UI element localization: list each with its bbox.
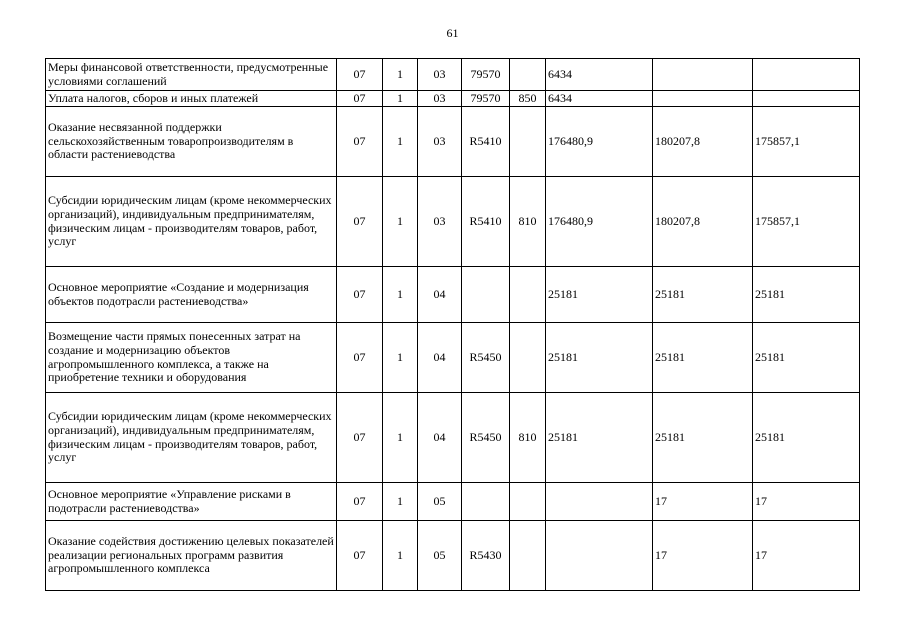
direction-code: R5430 <box>462 521 510 591</box>
expense-type-code <box>510 483 546 521</box>
direction-code <box>462 483 510 521</box>
table-row <box>46 91 860 107</box>
program-code: 1 <box>383 483 418 521</box>
subprogram-code: 03 <box>418 59 462 91</box>
amount-year-3: 25181 <box>753 267 860 323</box>
amount-year-2 <box>653 59 753 91</box>
amount-year-1 <box>546 521 653 591</box>
amount-year-1: 6434 <box>546 91 653 107</box>
table-row <box>46 393 860 483</box>
amount-year-2: 17 <box>653 521 753 591</box>
budget-table <box>45 58 860 591</box>
subprogram-code: 05 <box>418 483 462 521</box>
amount-year-1: 176480,9 <box>546 177 653 267</box>
row-name: Основное мероприятие «Управление рисками в подотрасли растениеводства» <box>46 483 337 521</box>
amount-year-3: 17 <box>753 483 860 521</box>
subprogram-code: 03 <box>418 107 462 177</box>
row-name: Меры финансовой ответственности, предусмотренные условиями соглашений <box>46 59 337 91</box>
program-code: 1 <box>383 91 418 107</box>
subprogram-code: 03 <box>418 177 462 267</box>
row-name: Основное мероприятие «Создание и модернизация объектов подотрасли растениеводства» <box>46 267 337 323</box>
amount-year-1: 176480,9 <box>546 107 653 177</box>
row-name: Оказание содействия достижению целевых показателей реализации региональных программ развития агропромышленного комплекса <box>46 521 337 591</box>
amount-year-3 <box>753 59 860 91</box>
subprogram-code: 04 <box>418 393 462 483</box>
section-code: 07 <box>337 483 383 521</box>
row-name: Возмещение части прямых понесенных затрат на создание и модернизацию объектов агропромышленного комплекса, а также на приобретение техники и оборудования <box>46 323 337 393</box>
table-row <box>46 323 860 393</box>
direction-code: 79570 <box>462 59 510 91</box>
table-row <box>46 483 860 521</box>
amount-year-3: 25181 <box>753 323 860 393</box>
amount-year-2 <box>653 91 753 107</box>
expense-type-code: 850 <box>510 91 546 107</box>
amount-year-2: 25181 <box>653 393 753 483</box>
table-row <box>46 177 860 267</box>
table-row <box>46 59 860 91</box>
program-code: 1 <box>383 393 418 483</box>
program-code: 1 <box>383 177 418 267</box>
program-code: 1 <box>383 107 418 177</box>
table-row <box>46 267 860 323</box>
section-code: 07 <box>337 393 383 483</box>
row-name: Уплата налогов, сборов и иных платежей <box>46 91 337 107</box>
direction-code: R5450 <box>462 323 510 393</box>
expense-type-code: 810 <box>510 393 546 483</box>
amount-year-3: 175857,1 <box>753 177 860 267</box>
amount-year-2: 180207,8 <box>653 107 753 177</box>
subprogram-code: 05 <box>418 521 462 591</box>
row-name: Субсидии юридическим лицам (кроме некоммерческих организаций), индивидуальным предпринимателям, физическим лицам - производителям товаров, работ, услуг <box>46 177 337 267</box>
expense-type-code <box>510 59 546 91</box>
subprogram-code: 03 <box>418 91 462 107</box>
amount-year-2: 17 <box>653 483 753 521</box>
amount-year-3: 17 <box>753 521 860 591</box>
table-row <box>46 521 860 591</box>
amount-year-1 <box>546 483 653 521</box>
program-code: 1 <box>383 323 418 393</box>
section-code: 07 <box>337 91 383 107</box>
expense-type-code: 810 <box>510 177 546 267</box>
amount-year-3 <box>753 91 860 107</box>
section-code: 07 <box>337 59 383 91</box>
expense-type-code <box>510 323 546 393</box>
direction-code: R5410 <box>462 107 510 177</box>
section-code: 07 <box>337 521 383 591</box>
direction-code: R5450 <box>462 393 510 483</box>
direction-code: 79570 <box>462 91 510 107</box>
section-code: 07 <box>337 323 383 393</box>
program-code: 1 <box>383 521 418 591</box>
program-code: 1 <box>383 267 418 323</box>
expense-type-code <box>510 521 546 591</box>
amount-year-1: 25181 <box>546 323 653 393</box>
row-name: Оказание несвязанной поддержки сельскохозяйственным товаропроизводителям в области растениеводства <box>46 107 337 177</box>
amount-year-1: 25181 <box>546 267 653 323</box>
section-code: 07 <box>337 267 383 323</box>
amount-year-1: 25181 <box>546 393 653 483</box>
amount-year-3: 175857,1 <box>753 107 860 177</box>
subprogram-code: 04 <box>418 323 462 393</box>
direction-code: R5410 <box>462 177 510 267</box>
expense-type-code <box>510 267 546 323</box>
section-code: 07 <box>337 107 383 177</box>
expense-type-code <box>510 107 546 177</box>
page-number: 61 <box>446 26 459 40</box>
row-name: Субсидии юридическим лицам (кроме некоммерческих организаций), индивидуальным предпринимателям, физическим лицам - производителям товаров, работ, услуг <box>46 393 337 483</box>
amount-year-3: 25181 <box>753 393 860 483</box>
table-row <box>46 107 860 177</box>
amount-year-2: 25181 <box>653 267 753 323</box>
amount-year-2: 25181 <box>653 323 753 393</box>
amount-year-1: 6434 <box>546 59 653 91</box>
section-code: 07 <box>337 177 383 267</box>
program-code: 1 <box>383 59 418 91</box>
amount-year-2: 180207,8 <box>653 177 753 267</box>
subprogram-code: 04 <box>418 267 462 323</box>
direction-code <box>462 267 510 323</box>
